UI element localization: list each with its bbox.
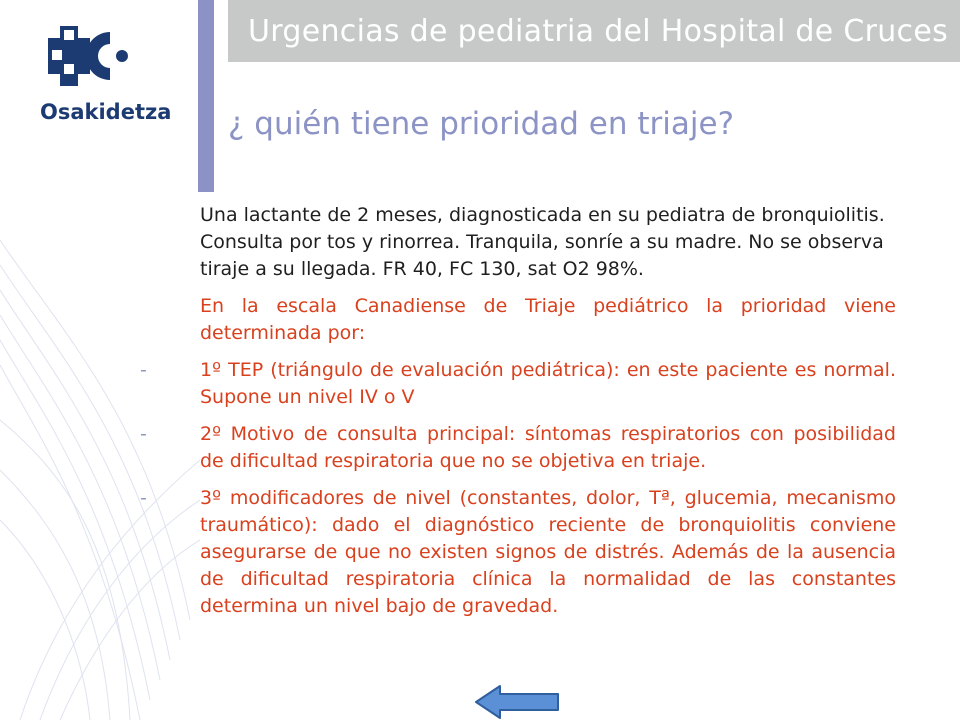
triage-intro: En la escala Canadiense de Triaje pediátrico la prioridad viene determinada por: xyxy=(200,295,896,344)
header-title: Urgencias de pediatria del Hospital de Cruces xyxy=(248,14,949,49)
case-description: Una lactante de 2 meses, diagnosticada en su pediatra de bronquiolitis. Consulta por tos y rinorrea. Tranquila, sonríe a su madre. No se observa tiraje a su llegada. FR 40, FC 130, sat O2 98%. xyxy=(200,204,885,280)
bullet-text: 3º modificadores de nivel (constantes, dolor, Tª, glucemia, mecanismo traumático): dado el diagnóstico reciente de bronquiolitis conviene asegurarse de que no existen signos de distrés. Además de la ausencia de dificultad respiratoria clínica la normalidad de las constantes determina un nivel bajo de gravedad. xyxy=(200,487,896,617)
slide-title: ¿ quién tiene prioridad en triaje? xyxy=(228,106,735,142)
bullet-item-1 xyxy=(140,357,896,411)
header-band xyxy=(228,0,960,62)
back-arrow-button[interactable] xyxy=(472,684,562,720)
bullet-text: 1º TEP (triángulo de evaluación pediátrica): en este paciente es normal. Supone un nivel IV o V xyxy=(200,359,896,408)
slide-content xyxy=(140,202,896,630)
bullet-item-3 xyxy=(140,485,896,620)
brand-name: Osakidetza xyxy=(40,100,172,124)
arrow-left-icon xyxy=(476,686,558,718)
accent-vertical-bar xyxy=(198,0,214,192)
bullet-marker: - xyxy=(140,359,147,381)
bullet-item-2 xyxy=(140,421,896,475)
bullet-marker: - xyxy=(140,423,147,445)
bullet-text: 2º Motivo de consulta principal: síntomas respiratorios con posibilidad de dificultad respiratoria que no se objetiva en triaje. xyxy=(200,423,896,472)
bullet-marker: - xyxy=(140,487,147,509)
